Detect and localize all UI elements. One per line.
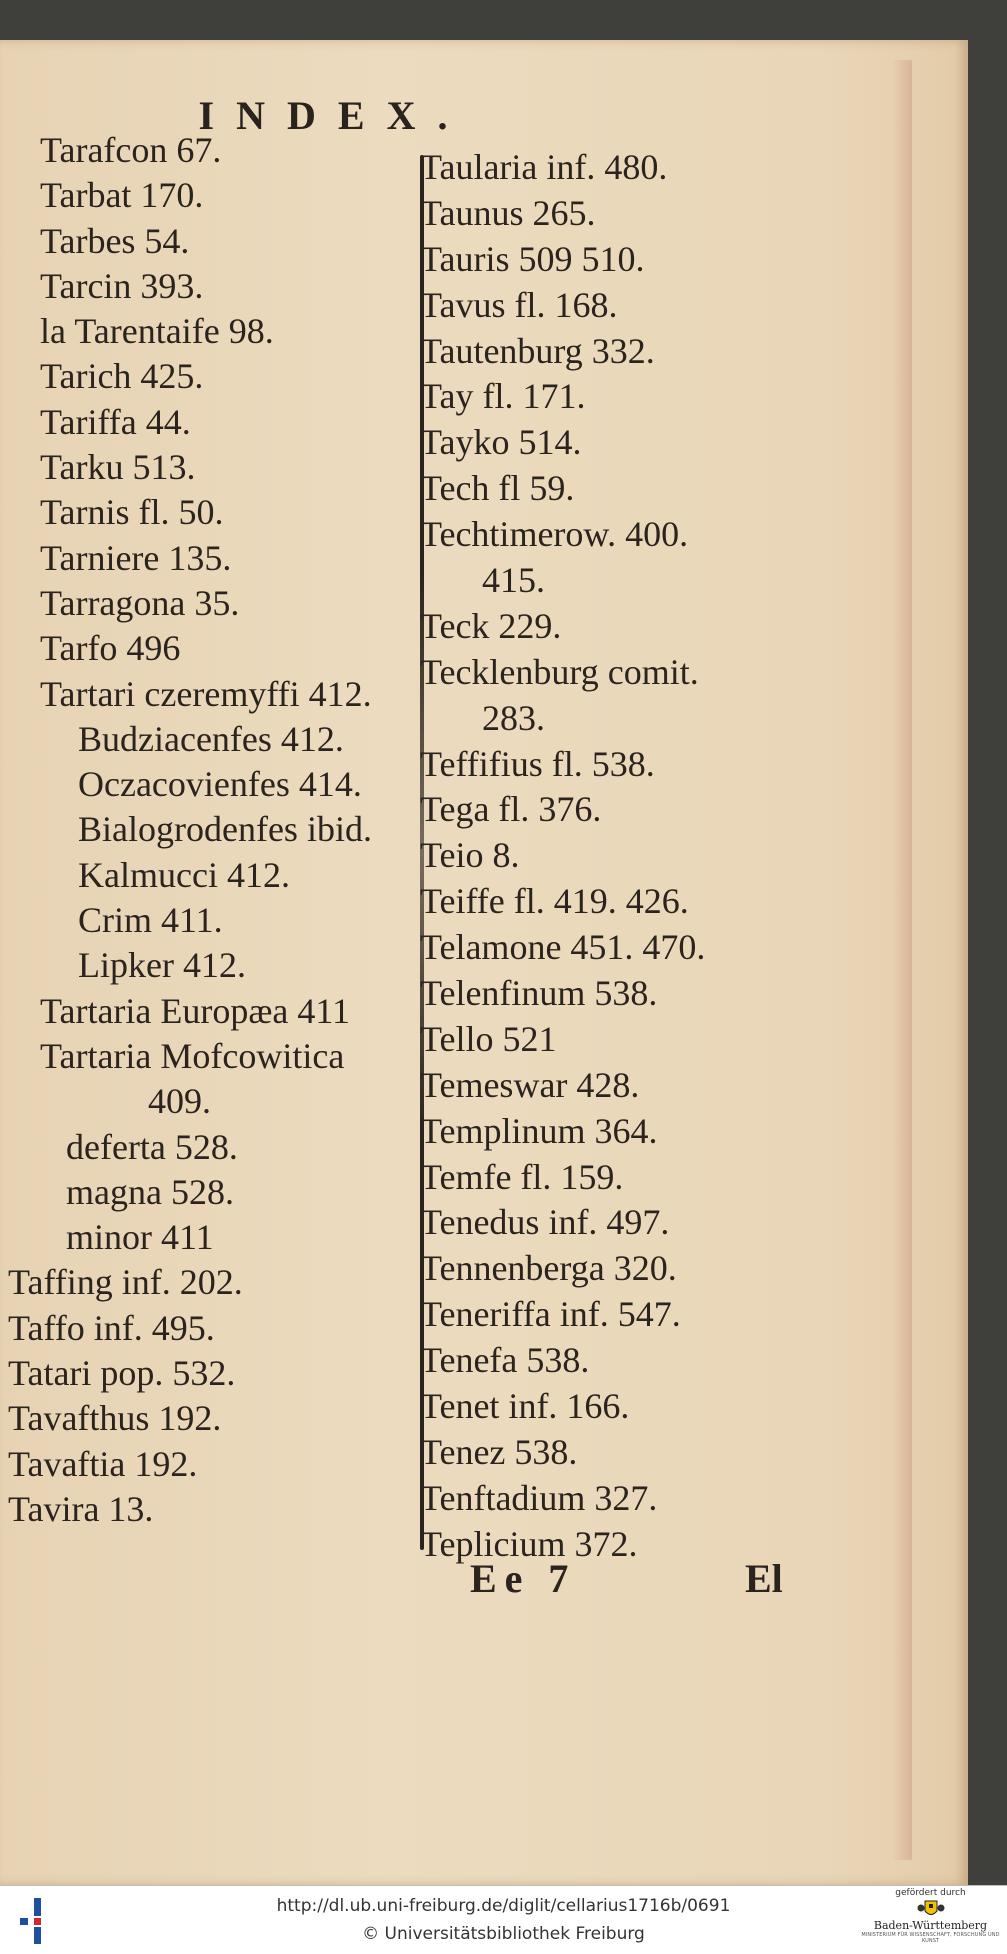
index-entry: Tenez 538. xyxy=(420,1431,578,1472)
index-entry: Tarbat 170. xyxy=(40,175,204,216)
index-entry: Taffo inf. 495. xyxy=(8,1307,215,1348)
index-entry: Tavus fl. 168. xyxy=(420,284,618,325)
index-entry: Tarbes 54. xyxy=(40,220,190,261)
index-entry: Telenfinum 538. xyxy=(420,973,658,1014)
index-heading: INDEX. xyxy=(198,93,470,138)
index-entry: Tarniere 135. xyxy=(40,537,232,578)
source-url[interactable]: http://dl.ub.uni-freiburg.de/diglit/cellarius1716b/0691 xyxy=(276,1896,731,1916)
sponsor-block xyxy=(858,1888,1003,1952)
index-entry: deferta 528. xyxy=(66,1126,238,1167)
index-entry: Tenedus inf. 497. xyxy=(420,1202,670,1243)
index-entry: Tartaria Mofcowitica xyxy=(40,1035,345,1076)
index-entry: Telamone 451. 470. xyxy=(420,927,706,968)
right-column xyxy=(420,145,890,1568)
index-entry: Techtimerow. 400. xyxy=(420,514,689,555)
sponsor-label: gefördert durch xyxy=(895,1888,966,1898)
index-entry: la Tarentaife 98. xyxy=(40,311,274,352)
index-entry: Teio 8. xyxy=(420,835,520,876)
index-entry: Tarnis fl. 50. xyxy=(40,492,224,533)
index-entry: Tech fl 59. xyxy=(420,468,575,509)
index-entry: Tarku 513. xyxy=(40,447,196,488)
index-entry: Tavafthus 192. xyxy=(8,1398,222,1439)
index-entry: Templinum 364. xyxy=(420,1110,658,1151)
index-entry: Tauris 509 510. xyxy=(420,238,645,279)
index-entry: Bialogrodenfes ibid. xyxy=(78,809,372,850)
index-entry: Teiffe fl. 419. 426. xyxy=(420,881,689,922)
catchword: El xyxy=(745,1556,783,1601)
index-entry: Tartaria Europæa 411 xyxy=(40,990,351,1031)
index-entry: Tavira 13. xyxy=(8,1488,154,1529)
state-crest-icon xyxy=(916,1899,946,1919)
index-entry: Tavaftia 192. xyxy=(8,1443,198,1484)
index-entry: 415. xyxy=(482,560,545,601)
index-entry: minor 411 xyxy=(66,1217,214,1258)
sponsor-ministry: MINISTERIUM FÜR WISSENSCHAFT, FORSCHUNG UND KUNST xyxy=(861,1932,1000,1944)
index-entry: Taffing inf. 202. xyxy=(8,1262,243,1303)
index-entry: Tarafcon 67. xyxy=(40,130,222,170)
index-entry: Oczacovienfes 414. xyxy=(78,764,362,805)
index-entry: Taularia inf. 480. xyxy=(420,147,668,187)
index-entry: Tarfo 496 xyxy=(40,628,181,669)
index-entry: magna 528. xyxy=(66,1171,234,1212)
index-entry: Tega fl. 376. xyxy=(420,789,602,830)
index-entry: 283. xyxy=(482,697,545,738)
index-entry: Tenftadium 327. xyxy=(420,1477,658,1518)
index-entry: Taunus 265. xyxy=(420,192,596,233)
index-entry: Temeswar 428. xyxy=(420,1064,640,1105)
index-entry: Tautenburg 332. xyxy=(420,330,655,371)
index-entry: Tay fl. 171. xyxy=(420,376,586,417)
index-entry: Tatari pop. 532. xyxy=(8,1353,236,1394)
index-entry: Teffifius fl. 538. xyxy=(420,743,655,784)
index-entry: Tarich 425. xyxy=(40,356,204,397)
signature-mark: Ee 7 xyxy=(470,1556,577,1601)
index-entry: Temfe fl. 159. xyxy=(420,1156,624,1197)
copyright-notice: © Universitätsbibliothek Freiburg xyxy=(362,1924,645,1944)
index-entry: Teneriffa inf. 547. xyxy=(420,1294,681,1335)
index-entry: Tayko 514. xyxy=(420,422,582,463)
index-entry: Tartari czeremyffi 412. xyxy=(40,673,372,714)
index-entry: Tarcin 393. xyxy=(40,265,204,306)
index-entry: Tariffa 44. xyxy=(40,401,191,442)
sponsor-name: Baden-Württemberg xyxy=(873,1919,988,1932)
page-edge-shadow xyxy=(892,60,912,1860)
left-column xyxy=(8,128,403,1532)
index-entry: Tarragona 35. xyxy=(40,582,240,623)
index-entry: Budziacenfes 412. xyxy=(78,718,344,759)
index-entry: Lipker 412. xyxy=(78,945,246,986)
index-entry: Crim 411. xyxy=(78,900,223,941)
index-entry: Tello 521 xyxy=(420,1018,557,1059)
index-entry: Tennenberga 320. xyxy=(420,1248,677,1289)
footer-bar xyxy=(0,1885,1007,1954)
index-entry: Tenefa 538. xyxy=(420,1340,590,1381)
index-entry: 409. xyxy=(148,1081,211,1122)
index-entry: Kalmucci 412. xyxy=(78,854,290,895)
index-entry: Tecklenburg comit. xyxy=(420,651,699,692)
index-entry: Teplicium 372. xyxy=(420,1523,638,1564)
index-entry: Teck 229. xyxy=(420,605,562,646)
index-entry: Tenet inf. 166. xyxy=(420,1386,630,1427)
